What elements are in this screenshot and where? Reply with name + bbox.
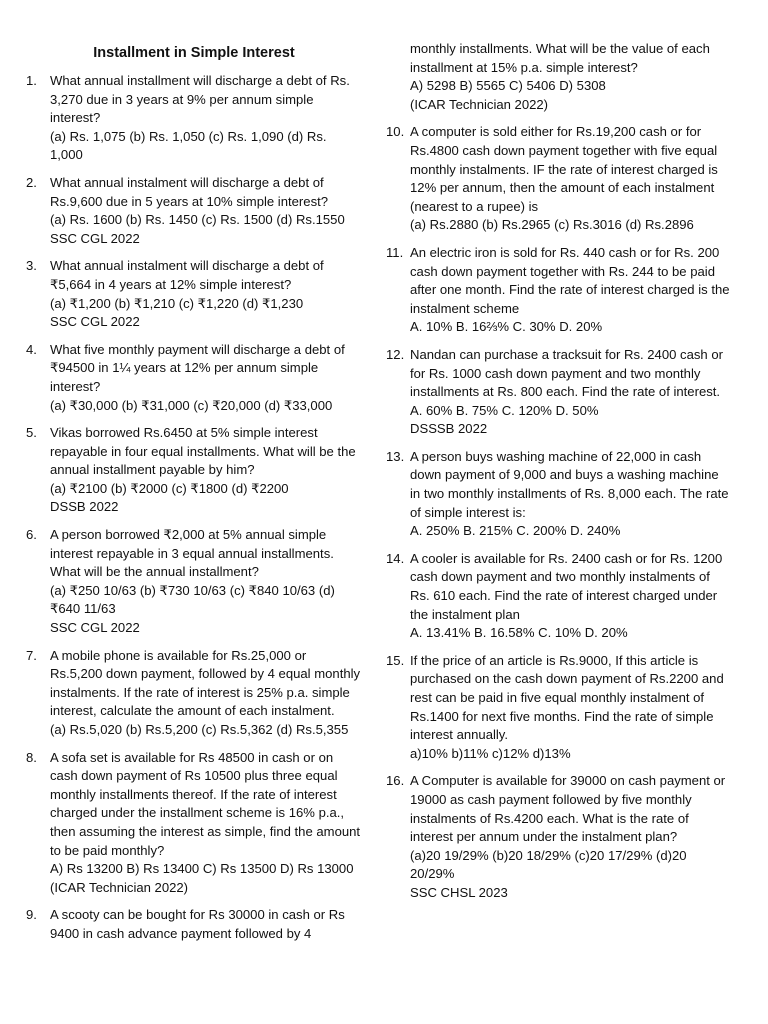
question-line: A. 10% B. 16⅔% C. 30% D. 20%: [410, 319, 603, 335]
question-line: (ICAR Technician 2022): [410, 96, 549, 112]
question-item: [386, 652, 732, 764]
question-line: A. 60% B. 75% C. 120% D. 50%: [410, 402, 599, 418]
question-line: What annual instalment will discharge a debt of Rs.9,600 due in 5 years at 10% simple interest?: [50, 174, 329, 209]
question-body: [50, 906, 362, 943]
question-line: A mobile phone is available for Rs.25,000 or Rs.5,200 down payment, followed by 4 equal monthly instalments. If the rate of interest is 25% p.a. simple interest, calculate the amount of each instalment.: [50, 647, 361, 719]
question-item: [386, 448, 732, 541]
question-number: 2.: [26, 174, 37, 190]
question-line: a)10% b)11% c)12% d)13%: [410, 745, 571, 761]
question-number: 16.: [386, 773, 405, 789]
question-number: 12.: [386, 346, 405, 362]
question-line: A) Rs 13200 B) Rs 13400 C) Rs 13500 D) Rs 13000: [50, 861, 354, 877]
question-line: (a) Rs.5,020 (b) Rs.5,200 (c) Rs.5,362 (d) Rs.5,355: [50, 722, 349, 737]
question-line: What five monthly payment will discharge a debt of ₹94500 in 1¼ years at 12% per annum simple interest?: [50, 341, 345, 394]
question-number: 11.: [386, 244, 404, 260]
question-line: (a) Rs.2880 (b) Rs.2965 (c) Rs.3016 (d) Rs.2896: [410, 217, 694, 233]
question-line: (ICAR Technician 2022): [50, 879, 189, 895]
question-body: [410, 772, 732, 902]
question-item: [26, 257, 362, 331]
question-line: What annual installment will discharge a debt of Rs. 3,270 due in 3 years at 9% per annum simple interest?: [50, 73, 350, 126]
question-line: An electric iron is sold for Rs. 440 cash or for Rs. 200 cash down payment together with Rs. 244 to be paid after one month. Find the rate of interest charged is the instalment scheme: [410, 244, 730, 316]
question-line: (a) Rs. 1600 (b) Rs. 1450 (c) Rs. 1500 (d) Rs.1550: [50, 212, 345, 228]
left-column: [26, 40, 362, 953]
question-line: What annual instalment will discharge a debt of ₹5,664 in 4 years at 12% simple interest?: [50, 258, 324, 292]
question-number: 4.: [26, 341, 37, 357]
question-line: DSSB 2022: [50, 499, 119, 515]
question-line: A person borrowed ₹2,000 at 5% annual simple interest repayable in 3 equal annual installments. What will be the annual installment?: [50, 527, 334, 580]
question-line: A computer is sold either for Rs.19,200 cash or for Rs.4800 cash down payment together with five equal monthly instalments. IF the rate of interest charged is 12% per annum, then the amount of each instalment (nearest to a rupee) is: [410, 124, 718, 214]
question-line: DSSSB 2022: [410, 421, 488, 437]
question-item: [26, 72, 362, 165]
question-number: 13.: [386, 448, 405, 464]
question-line: Nandan can purchase a tracksuit for Rs. 2400 cash or for Rs. 1000 cash down payment and two monthly installments at Rs. 800 each. Find the rate of interest.: [410, 346, 723, 400]
question-list-left: [26, 72, 362, 944]
question-body: [50, 749, 362, 898]
question-line: A sofa set is available for Rs 48500 in cash or on cash down payment of Rs 10500 plus three equal monthly installments thereof. If the rate of interest charged under the installment scheme is 16% p.a., then assuming the interest as simple, find the amount to be paid monthly?: [50, 749, 361, 858]
question-line: (a) ₹250 10/63 (b) ₹730 10/63 (c) ₹840 10/63 (d) ₹640 11/63: [50, 582, 335, 617]
question-body: [410, 244, 732, 337]
question-line: A) 5298 B) 5565 C) 5406 D) 5308: [410, 78, 606, 94]
question-item: [26, 424, 362, 517]
question-body: [50, 341, 362, 415]
question-body: [410, 652, 732, 764]
question-item: [26, 749, 362, 898]
question-body: [410, 448, 732, 541]
question-line: (a) ₹2100 (b) ₹2000 (c) ₹1800 (d) ₹2200: [50, 480, 289, 496]
question-number: 9.: [26, 907, 37, 923]
question-line: SSC CGL 2022: [50, 230, 140, 246]
question-number: 8.: [26, 749, 37, 765]
question-number: 7.: [26, 647, 37, 663]
question-line: (a) ₹1,200 (b) ₹1,210 (c) ₹1,220 (d) ₹1,230: [50, 295, 304, 311]
question-body: [50, 174, 362, 248]
question-item: [386, 346, 732, 439]
question-line: A Computer is available for 39000 on cash payment or 19000 as cash payment followed by five monthly instalments of Rs.4200 each. What is the rate of interest per annum under the instalment plan?: [410, 773, 726, 845]
right-column: [386, 40, 732, 912]
question-item: [386, 123, 732, 235]
question-9-continuation: [386, 40, 732, 114]
question-body: [410, 550, 732, 643]
question-line: A. 13.41% B. 16.58% C. 10% D. 20%: [410, 625, 628, 641]
question-item: [26, 647, 362, 740]
question-line: A. 250% B. 215% C. 200% D. 240%: [410, 523, 621, 539]
question-number: 1.: [26, 73, 37, 88]
question-line: monthly installments. What will be the value of each installment at 15% p.a. simple interest?: [410, 41, 710, 75]
question-line: A scooty can be bought for Rs 30000 in cash or Rs 9400 in cash advance payment followed by 4: [50, 907, 345, 941]
question-number: 10.: [386, 124, 405, 140]
question-body: [50, 526, 362, 638]
question-body: [410, 346, 732, 439]
question-item: [386, 772, 732, 902]
question-number: 14.: [386, 550, 405, 566]
question-line: A cooler is available for Rs. 2400 cash or for Rs. 1200 cash down payment and two monthly instalments of Rs. 610 each. Find the rate of interest charged under the instalment plan: [410, 550, 723, 622]
question-item: [26, 341, 362, 415]
question-body: [410, 123, 732, 235]
question-number: 5.: [26, 425, 37, 441]
question-list-right: [386, 123, 732, 902]
question-line: (a) Rs. 1,075 (b) Rs. 1,050 (c) Rs. 1,090 (d) Rs. 1,000: [50, 128, 327, 163]
question-item: [386, 550, 732, 643]
question-number: 3.: [26, 258, 37, 274]
question-line: If the price of an article is Rs.9000, If this article is purchased on the cash down payment of Rs.2200 and rest can be paid in five equal monthly instalment of Rs.1400 for next five months. Find the rate of simple interest annually.: [410, 652, 724, 743]
question-line: (a)20 19/29% (b)20 18/29% (c)20 17/29% (d)20 20/29%: [410, 847, 687, 882]
question-item: [26, 174, 362, 248]
question-item: [386, 244, 732, 337]
question-body: [50, 424, 362, 517]
question-body: [50, 647, 362, 740]
question-line: SSC CHSL 2023: [410, 884, 508, 900]
question-number: 15.: [386, 652, 405, 668]
question-number: 6.: [26, 527, 37, 543]
question-line: (a) ₹30,000 (b) ₹31,000 (c) ₹20,000 (d) ₹33,000: [50, 397, 333, 413]
question-body: [50, 72, 362, 165]
question-item: [26, 906, 362, 943]
question-line: SSC CGL 2022: [50, 314, 140, 330]
question-item: [26, 526, 362, 638]
question-line: A person buys washing machine of 22,000 in cash down payment of 9,000 and buys a washing machine in two monthly installments of Rs. 8,000 each. The rate of simple interest is:: [410, 448, 729, 520]
page-title: Installment in Simple Interest: [93, 45, 295, 61]
question-line: SSC CGL 2022: [50, 620, 140, 636]
question-body: [50, 257, 362, 331]
question-line: Vikas borrowed Rs.6450 at 5% simple interest repayable in four equal installments. What will be the annual installment payable by him?: [50, 425, 356, 478]
